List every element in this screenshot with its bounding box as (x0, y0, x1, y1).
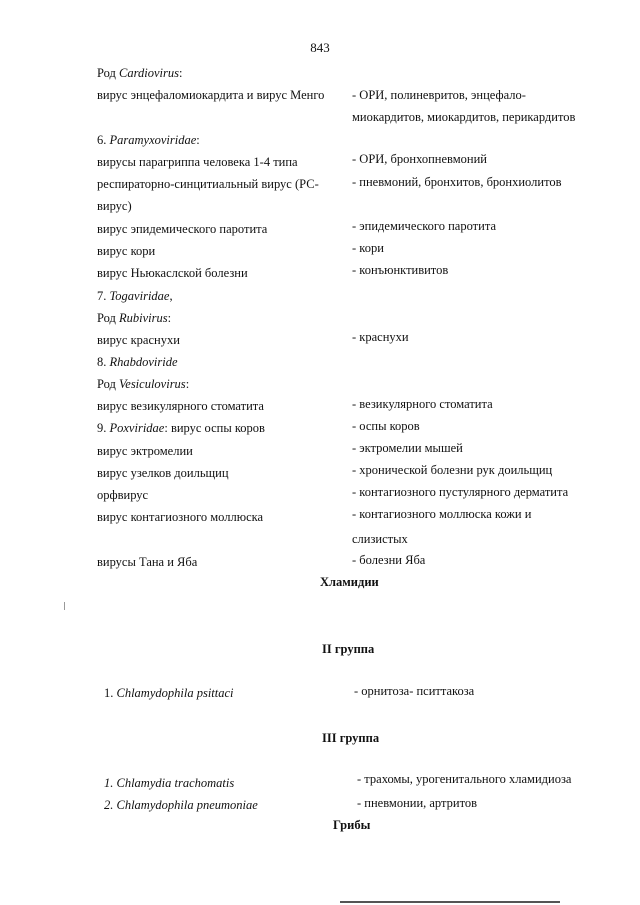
virus-name: вирус контагиозного моллюска (97, 510, 264, 524)
group3-item-1-disease: - трахомы, урогенитального хламидиоза (357, 772, 572, 786)
disease-name: - кори (352, 241, 384, 255)
virus-row (97, 177, 597, 195)
virus-row (97, 555, 597, 573)
fungi-heading: Грибы (333, 818, 371, 832)
bottom-rule (340, 901, 560, 903)
group2-item-1-disease: - орнитоза- пситтакоза (354, 684, 475, 698)
virus-row (97, 263, 597, 284)
chlamydia-heading: Хламидии (320, 575, 379, 589)
virus-row (97, 199, 597, 217)
page-number: 843 (310, 40, 330, 55)
disease-name: - ОРИ, полиневритов, энцефало- (352, 88, 526, 102)
margin-mark (64, 602, 65, 610)
virus-name: вирусы Тана и Яба (97, 555, 198, 569)
group3-item-2-disease: - пневмонии, артритов (357, 796, 478, 810)
virus-name: вирус энцефаломиокардита и вирус Менго (97, 88, 325, 102)
virus-row (97, 241, 597, 262)
virus-name: вирусы парагриппа человека 1-4 типа (97, 155, 298, 169)
virus-row (97, 507, 597, 528)
disease-name: - пневмоний, бронхитов, бронхиолитов (352, 175, 562, 189)
disease-name: - оспы коров (352, 419, 420, 433)
virus-row (97, 110, 597, 128)
disease-name: - контагиозного моллюска кожи и (352, 507, 532, 521)
virus-row (97, 377, 597, 395)
virus-name: орфвирус (97, 488, 149, 502)
disease-name: - контагиозного пустулярного дерматита (352, 485, 569, 499)
virus-row (97, 330, 597, 351)
group2-heading: II группа (322, 642, 375, 656)
virus-row (97, 152, 597, 173)
virus-row (97, 532, 597, 550)
virus-row (97, 133, 597, 151)
virus-row (97, 66, 597, 84)
virus-name: Род Vesiculovirus: (97, 377, 190, 391)
virus-row (97, 289, 597, 307)
disease-name: - ОРИ, бронхопневмоний (352, 152, 487, 166)
virus-name: вирус эпидемического паротита (97, 222, 268, 236)
group3-item-2-name: 2. Chlamydophila pneumoniae (104, 798, 258, 812)
virus-name: вирус узелков доильщиц (97, 466, 229, 480)
virus-name: вирус Ньюкаслской болезни (97, 266, 248, 280)
disease-name: - краснухи (352, 330, 409, 344)
virus-name: Род Cardiovirus: (97, 66, 183, 80)
disease-name: - эпидемического паротита (352, 219, 497, 233)
virus-row (97, 421, 597, 439)
disease-name: - хронической болезни рук доильщиц (352, 463, 553, 477)
virus-row (97, 311, 597, 329)
disease-name: - конъюнктивитов (352, 263, 449, 277)
virus-name: вирус кори (97, 244, 156, 258)
virus-name: 9. Poxviridae: вирус оспы коров (97, 421, 265, 435)
disease-name: миокардитов, миокардитов, перикардитов (352, 110, 576, 124)
virus-name: 7. Togaviridae, (97, 289, 173, 303)
group3-heading: III группа (322, 731, 380, 745)
virus-name: 8. Rhabdoviride (97, 355, 178, 369)
disease-name: - болезни Яба (352, 553, 426, 567)
disease-name: - везикулярного стоматита (352, 397, 493, 411)
virus-row (97, 88, 597, 106)
virus-name: Род Rubivirus: (97, 311, 172, 325)
group3-item-1-name: 1. Chlamydia trachomatis (104, 776, 235, 790)
virus-row (97, 355, 597, 373)
virus-name: вирус) (97, 199, 132, 213)
virus-name: вирус краснухи (97, 333, 180, 347)
virus-row (97, 219, 597, 240)
virus-name: 6. Paramyxoviridae: (97, 133, 200, 147)
disease-name: слизистых (352, 532, 408, 546)
virus-row (97, 399, 597, 417)
group2-item-1-name: 1. Chlamydophila psittaci (104, 686, 234, 700)
virus-row (97, 463, 597, 484)
virus-row (97, 441, 597, 462)
disease-name: - эктромелии мышей (352, 441, 463, 455)
virus-name: вирус эктромелии (97, 444, 193, 458)
virus-row (97, 485, 597, 506)
virus-name: вирус везикулярного стоматита (97, 399, 264, 413)
virus-name: респираторно-синцитиальный вирус (РС- (97, 177, 319, 191)
